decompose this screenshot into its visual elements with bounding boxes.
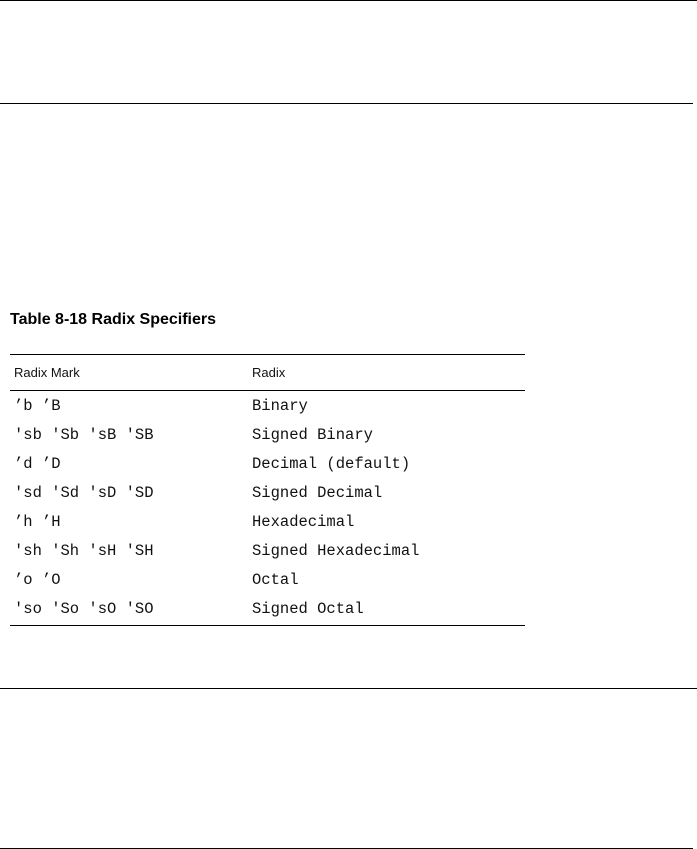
radix-cell: Hexadecimal: [252, 512, 355, 531]
radix-cell: Signed Octal: [252, 599, 364, 618]
radix-cell: Signed Decimal: [252, 483, 383, 502]
table-header-row: [10, 355, 525, 391]
table-row: [10, 420, 525, 449]
table-row: [10, 449, 525, 478]
radix-mark-cell: 'sb 'Sb 'sB 'SB: [14, 425, 154, 444]
radix-mark-cell: 'sd 'Sd 'sD 'SD: [14, 483, 154, 502]
table-row: [10, 507, 525, 536]
radix-mark-cell: 'sh 'Sh 'sH 'SH: [14, 541, 154, 560]
table-row: [10, 391, 525, 420]
table-body: [10, 391, 525, 625]
top-rule: [0, 0, 697, 1]
radix-cell: Octal: [252, 570, 299, 589]
header-radix: Radix: [252, 365, 286, 380]
radix-cell: Decimal (default): [252, 454, 411, 473]
radix-mark-cell: ’d ’D: [14, 454, 61, 473]
table-caption: Table 8-18 Radix Specifiers: [10, 311, 217, 328]
radix-mark-cell: ’o ’O: [14, 570, 61, 589]
header-divider-rule: [0, 103, 693, 104]
radix-mark-cell: ’h ’H: [14, 512, 61, 531]
footer-divider-rule: [0, 688, 697, 689]
radix-cell: Signed Binary: [252, 425, 373, 444]
radix-cell: Binary: [252, 396, 308, 415]
table-row: [10, 536, 525, 565]
radix-table: [10, 354, 525, 626]
radix-mark-cell: ’b ’B: [14, 396, 61, 415]
table-row: [10, 565, 525, 594]
table-row: [10, 594, 525, 623]
table-row: [10, 478, 525, 507]
header-radix-mark: Radix Mark: [14, 365, 80, 380]
radix-mark-cell: 'so 'So 'sO 'SO: [14, 599, 154, 618]
radix-cell: Signed Hexadecimal: [252, 541, 420, 560]
